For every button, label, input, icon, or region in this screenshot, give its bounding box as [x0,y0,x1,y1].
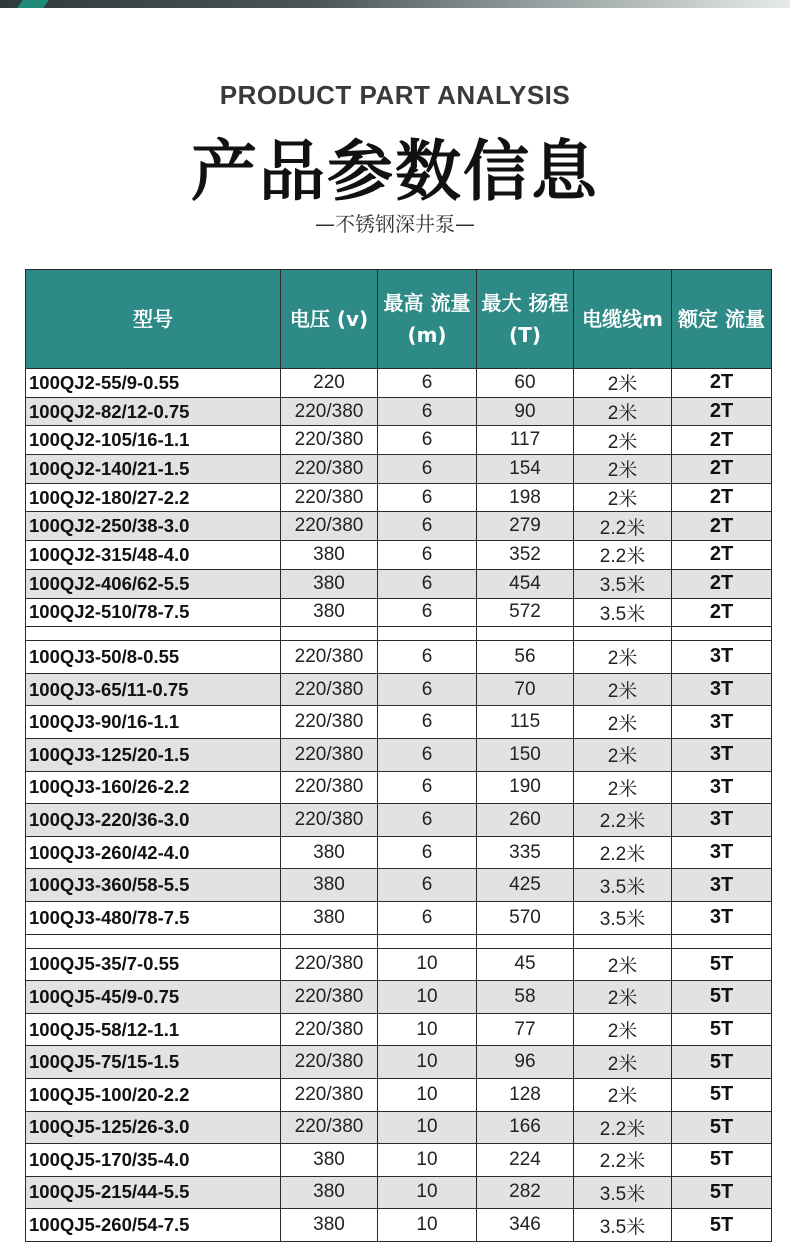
rated-flow-cell: 2T [672,369,772,398]
head-cell: 96 [477,1046,574,1079]
head-cell: 115 [477,706,574,739]
head-cell: 128 [477,1078,574,1111]
model-cell: 100QJ2-105/16-1.1 [26,426,281,455]
depth-cell: 6 [378,738,477,771]
model-cell: 100QJ5-170/35-4.0 [26,1144,281,1177]
table-row [26,836,772,869]
depth-cell: 6 [378,641,477,674]
head-cell: 166 [477,1111,574,1144]
header-model: 型号 [26,270,281,369]
depth-cell: 6 [378,569,477,598]
head-cell: 150 [477,738,574,771]
cable-cell: 3.5米 [574,1176,672,1209]
table-row [26,598,772,627]
rated-flow-cell: 3T [672,738,772,771]
head-cell: 570 [477,901,574,934]
depth-cell: 10 [378,981,477,1014]
table-row [26,1013,772,1046]
spacer-cell [26,934,281,948]
table-row [26,369,772,398]
model-cell: 100QJ3-360/58-5.5 [26,869,281,902]
table-row [26,397,772,426]
cable-cell: 2.2米 [574,541,672,570]
voltage-cell: 380 [281,836,378,869]
product-tagline: —不锈钢深井泵— [315,212,475,236]
spacer-cell [281,627,378,641]
depth-cell: 6 [378,706,477,739]
group-spacer-row [26,627,772,641]
head-cell: 70 [477,673,574,706]
voltage-cell: 220/380 [281,512,378,541]
depth-cell: 6 [378,901,477,934]
cable-cell: 3.5米 [574,569,672,598]
voltage-cell: 220/380 [281,1046,378,1079]
cable-cell: 3.5米 [574,598,672,627]
cable-cell: 2米 [574,981,672,1014]
voltage-cell: 220/380 [281,641,378,674]
cable-cell: 2.2米 [574,1111,672,1144]
spacer-cell [477,934,574,948]
voltage-cell: 380 [281,1144,378,1177]
depth-cell: 6 [378,869,477,902]
depth-cell: 6 [378,397,477,426]
table-row [26,512,772,541]
voltage-cell: 380 [281,869,378,902]
top-decor-bar [0,0,790,8]
spacer-cell [378,934,477,948]
header-max-depth: 最高 流量 (m) [378,270,477,369]
table-row [26,738,772,771]
group-spacer-row [26,934,772,948]
cable-cell: 3.5米 [574,901,672,934]
head-cell: 572 [477,598,574,627]
spec-table-header [26,270,772,369]
rated-flow-cell: 5T [672,981,772,1014]
head-cell: 454 [477,569,574,598]
rated-flow-cell: 3T [672,641,772,674]
section-subtitle: PRODUCT PART ANALYSIS [219,80,571,110]
cable-cell: 2.2米 [574,836,672,869]
cable-cell: 2米 [574,483,672,512]
voltage-cell: 380 [281,569,378,598]
rated-flow-cell: 5T [672,1209,772,1242]
model-cell: 100QJ5-58/12-1.1 [26,1013,281,1046]
model-cell: 100QJ2-140/21-1.5 [26,455,281,484]
depth-cell: 10 [378,948,477,981]
rated-flow-cell: 2T [672,455,772,484]
depth-cell: 6 [378,541,477,570]
table-row [26,569,772,598]
voltage-cell: 380 [281,901,378,934]
rated-flow-cell: 2T [672,598,772,627]
page-title: 产品参数信息 [191,133,599,210]
model-cell: 100QJ5-75/15-1.5 [26,1046,281,1079]
voltage-cell: 220 [281,369,378,398]
cable-cell: 2米 [574,706,672,739]
depth-cell: 6 [378,483,477,512]
head-cell: 279 [477,512,574,541]
table-row [26,483,772,512]
voltage-cell: 220/380 [281,1013,378,1046]
voltage-cell: 220/380 [281,738,378,771]
table-row [26,1176,772,1209]
voltage-cell: 220/380 [281,397,378,426]
cable-cell: 3.5米 [574,1209,672,1242]
model-cell: 100QJ2-180/27-2.2 [26,483,281,512]
table-row [26,641,772,674]
model-cell: 100QJ3-90/16-1.1 [26,706,281,739]
head-cell: 190 [477,771,574,804]
depth-cell: 6 [378,673,477,706]
voltage-cell: 220/380 [281,673,378,706]
spacer-cell [672,627,772,641]
depth-cell: 6 [378,836,477,869]
depth-cell: 10 [378,1209,477,1242]
voltage-cell: 380 [281,1209,378,1242]
model-cell: 100QJ2-82/12-0.75 [26,397,281,426]
voltage-cell: 380 [281,541,378,570]
header-voltage: 电压 (v) [281,270,378,369]
head-cell: 56 [477,641,574,674]
depth-cell: 10 [378,1176,477,1209]
head-cell: 154 [477,455,574,484]
head-cell: 90 [477,397,574,426]
spacer-cell [672,934,772,948]
head-cell: 60 [477,369,574,398]
model-cell: 100QJ5-100/20-2.2 [26,1078,281,1111]
table-row [26,1144,772,1177]
rated-flow-cell: 5T [672,1013,772,1046]
rated-flow-cell: 2T [672,512,772,541]
voltage-cell: 220/380 [281,455,378,484]
voltage-cell: 380 [281,598,378,627]
rated-flow-cell: 3T [672,901,772,934]
spec-table [25,269,772,1242]
depth-cell: 10 [378,1013,477,1046]
cable-cell: 2.2米 [574,1144,672,1177]
model-cell: 100QJ2-406/62-5.5 [26,569,281,598]
cable-cell: 2米 [574,948,672,981]
table-row [26,706,772,739]
table-row [26,981,772,1014]
rated-flow-cell: 5T [672,1144,772,1177]
spacer-cell [574,934,672,948]
table-row [26,869,772,902]
rated-flow-cell: 5T [672,1046,772,1079]
header-cable: 电缆线m [574,270,672,369]
spacer-cell [574,627,672,641]
voltage-cell: 220/380 [281,948,378,981]
model-cell: 100QJ5-125/26-3.0 [26,1111,281,1144]
voltage-cell: 220/380 [281,483,378,512]
voltage-cell: 220/380 [281,706,378,739]
rated-flow-cell: 3T [672,804,772,837]
head-cell: 58 [477,981,574,1014]
cable-cell: 2.2米 [574,512,672,541]
spacer-cell [26,627,281,641]
model-cell: 100QJ3-160/26-2.2 [26,771,281,804]
spec-table-body [26,369,772,1242]
model-cell: 100QJ2-250/38-3.0 [26,512,281,541]
rated-flow-cell: 3T [672,771,772,804]
model-cell: 100QJ5-35/7-0.55 [26,948,281,981]
cable-cell: 2米 [574,369,672,398]
head-cell: 45 [477,948,574,981]
header-rated-flow: 额定 流量 [672,270,772,369]
voltage-cell: 220/380 [281,804,378,837]
model-cell: 100QJ3-50/8-0.55 [26,641,281,674]
cable-cell: 2米 [574,771,672,804]
header-max-head: 最大 扬程(T) [477,270,574,369]
rated-flow-cell: 5T [672,1176,772,1209]
cable-cell: 3.5米 [574,869,672,902]
table-row [26,426,772,455]
depth-cell: 6 [378,455,477,484]
cable-cell: 2米 [574,426,672,455]
cable-cell: 2米 [574,1013,672,1046]
rated-flow-cell: 2T [672,541,772,570]
cable-cell: 2米 [574,455,672,484]
table-row [26,771,772,804]
rated-flow-cell: 3T [672,836,772,869]
table-row [26,948,772,981]
table-row [26,455,772,484]
cable-cell: 2米 [574,1046,672,1079]
voltage-cell: 380 [281,1176,378,1209]
depth-cell: 6 [378,771,477,804]
depth-cell: 6 [378,598,477,627]
head-cell: 117 [477,426,574,455]
rated-flow-cell: 2T [672,483,772,512]
depth-cell: 6 [378,804,477,837]
model-cell: 100QJ3-260/42-4.0 [26,836,281,869]
voltage-cell: 220/380 [281,1078,378,1111]
voltage-cell: 220/380 [281,1111,378,1144]
model-cell: 100QJ3-65/11-0.75 [26,673,281,706]
rated-flow-cell: 2T [672,569,772,598]
head-cell: 282 [477,1176,574,1209]
model-cell: 100QJ2-510/78-7.5 [26,598,281,627]
head-cell: 224 [477,1144,574,1177]
head-cell: 335 [477,836,574,869]
cable-cell: 2米 [574,641,672,674]
voltage-cell: 220/380 [281,426,378,455]
head-cell: 346 [477,1209,574,1242]
model-cell: 100QJ2-55/9-0.55 [26,369,281,398]
model-cell: 100QJ3-220/36-3.0 [26,804,281,837]
table-row [26,901,772,934]
rated-flow-cell: 2T [672,426,772,455]
model-cell: 100QJ5-215/44-5.5 [26,1176,281,1209]
spacer-cell [378,627,477,641]
head-cell: 425 [477,869,574,902]
model-cell: 100QJ3-125/20-1.5 [26,738,281,771]
model-cell: 100QJ3-480/78-7.5 [26,901,281,934]
spacer-cell [477,627,574,641]
rated-flow-cell: 2T [672,397,772,426]
rated-flow-cell: 3T [672,706,772,739]
table-row [26,541,772,570]
head-cell: 260 [477,804,574,837]
model-cell: 100QJ5-45/9-0.75 [26,981,281,1014]
cable-cell: 2米 [574,397,672,426]
voltage-cell: 220/380 [281,771,378,804]
table-row [26,804,772,837]
cable-cell: 2米 [574,738,672,771]
depth-cell: 6 [378,426,477,455]
depth-cell: 10 [378,1078,477,1111]
table-row [26,1078,772,1111]
depth-cell: 10 [378,1111,477,1144]
model-cell: 100QJ5-260/54-7.5 [26,1209,281,1242]
depth-cell: 6 [378,369,477,398]
cable-cell: 2米 [574,673,672,706]
table-row [26,1209,772,1242]
cable-cell: 2米 [574,1078,672,1111]
head-cell: 77 [477,1013,574,1046]
table-row [26,1111,772,1144]
voltage-cell: 220/380 [281,981,378,1014]
rated-flow-cell: 5T [672,948,772,981]
spacer-cell [281,934,378,948]
head-cell: 198 [477,483,574,512]
rated-flow-cell: 5T [672,1111,772,1144]
model-cell: 100QJ2-315/48-4.0 [26,541,281,570]
table-row [26,1046,772,1079]
head-cell: 352 [477,541,574,570]
depth-cell: 10 [378,1144,477,1177]
rated-flow-cell: 5T [672,1078,772,1111]
rated-flow-cell: 3T [672,673,772,706]
depth-cell: 10 [378,1046,477,1079]
depth-cell: 6 [378,512,477,541]
table-row [26,673,772,706]
cable-cell: 2.2米 [574,804,672,837]
rated-flow-cell: 3T [672,869,772,902]
